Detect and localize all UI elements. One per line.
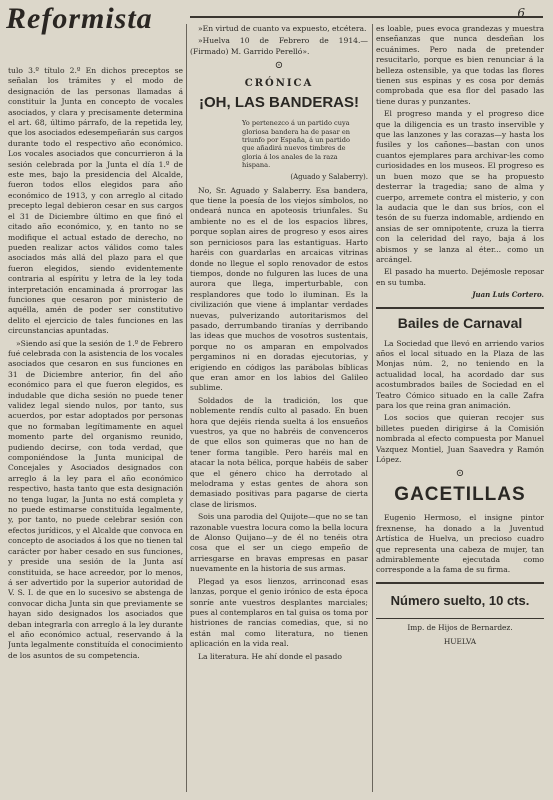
- masthead-title: Reformista: [6, 2, 153, 35]
- col3-paragraph: El progreso manda y el progreso dice que la diligencia es un trasto inservible y que las lanzones y las corazas—y hasta los fusiles y los cañones—bastan con unos cuantos ejemplares para archivar-les como curiosidades en los museos. El progreso es un buen mozo que se ha propuesto desterrar la tragedia; sano de alma y cuerpo, arremete contra el misterio, y con la audacia que le dan sus bríos, con el tesón de su fuerza indomable, ardiendo en ansias de ser omnipotente, cruza la tierra con la celeridad del rayo, baja á los abismos y se lanza al éter... como un arcángel.: [376, 109, 544, 264]
- imprint-city: HUELVA: [443, 637, 477, 647]
- price-notice: Número suelto, 10 cts.: [390, 592, 530, 608]
- column-rule-left: [186, 24, 187, 792]
- column-rule-right: [372, 24, 373, 792]
- col2-paragraph: No, Sr. Aguado y Salaberry. Esa bandera, que tiene la poesía de los viejos símbolos, no ondeará nunca en apoteosis triunfales. Su ambiente no es el de los espacios libres, porque soplan aires de progreso y esos aires son perniciosos para las estantiguas. Harto haréis con guardarlas en arcaicas vitrinas donde no llegue el soplo renovador de estos tiempos, donde no fulguren las luces de una aurora que llega, imperturbable, con resplandores que todo lo iluminan. Es la civilización que viene á implantar verdades nuevas, pulverizando autoritarismos del pasado, derrumbando tiranías y derribando las ideas que muchos de vosotros sustentais, porque no os amparan en empolvados pergaminos ni en doradas ejecutorias, y erigiendo en códigos las parábolas bíblicas que eran amor en los labios del Galileo sublime.: [190, 185, 368, 393]
- epigraph-source: (Aguado y Salaberry).: [290, 172, 368, 181]
- ornament-icon: ⊙: [455, 468, 465, 480]
- article-signature: Juan Luis Cortero.: [472, 290, 544, 300]
- col1-paragraph: tulo 3.º título 2.º En dichos preceptos se señalan los trámites y el modo de designación de las personas llamadas á constituir la Junta en concepto de vocales asociados, y clara y precisamente determina el art. 68, último párrafo, de la repetida ley, que los asociados edesempeñarán sus cargos durante todo el respectivo año económico. Los vocales asociados que concurrieron á la sesión celebrada por la Junta el día 1.º de este mes, bajo la presidencia del Alcalde, fueron todos ellos elegidos para año económico de 1913, y con arreglo al citado precepto legal debieron cesar en sus cargos el 31 de Diciembre último en que finó el citado año económico, y, en tanto no se modifique el actual estado de derecho, no pueden realizar actos válidos como tales asociados más allá del plazo para el que fueron elegidos, siendo evidentemente contraria al espíritu y letra de la ley toda interpretación encaminada á prorrogar las funciones que cesaron por ministerio de aquélla, amén de poder ser constitutivo delito el ejercicio de tales funciones en las circunstancias apuntadas.: [8, 66, 183, 336]
- col2-paragraph: La literatura. He ahí donde el pasado: [198, 651, 342, 661]
- section-title-cronica: CRÓNICA: [244, 78, 314, 90]
- col2-paragraph: Plegad ya esos lienzos, arrinconad esas lanzas, porque el genio irónico de esta época sonríe ante vuestros desplantes marciales; pues al contemplaros en tal guisa os toma por histriones de rancias comedias, que, si no están mal como literatura, no tienen aplicación en la vida real.: [190, 576, 368, 649]
- col3-paragraph: El pasado ha muerto. Dejémosle reposar en su tumba.: [376, 267, 544, 287]
- col3-paragraph: es loable, pues evoca grandezas y muestra enseñanzas que nunca desdeñan los ecuánimes. Pero nada de pretender resucitarlo, porque es bien renunciar á la belleza ostensible, ya que todas las flores tienen sus espinas y es cosa por demás comprobada que esa flor del pasado las tiene duras y punzantes.: [376, 24, 544, 106]
- epigraph: Yo pertenezco á un partido cuya gloriosa bandera ha de pasar en triunfo por España, á un partido que añadirá nuevos timbres de gloria á los anales de la raza hispana.: [242, 119, 350, 170]
- bailes-paragraph: Los socios que quieran recojer sus billetes pueden dirigirse á la Comisión nombrada al efecto compuesta por Manuel Vazquez Montiel, Juan Saavedra y Ramón López.: [376, 413, 544, 465]
- imprint-line: Imp. de Hijos de Bernardez.: [407, 622, 513, 632]
- bailes-paragraph: La Sociedad que llevó en arriendo varios años el local situado en la Plaza de las Monjas núm. 2, no teniendo en la actualidad local, ha acordado dar sus acostumbrados bailes de Sociedad en el Teatro Cómico situado en la calle Zafra para los que reina gran animación.: [376, 338, 544, 410]
- page-number: 6: [517, 6, 525, 20]
- column-2: [190, 24, 368, 794]
- headline-gacetillas: GACETILLAS: [394, 484, 526, 506]
- column-3: [376, 24, 544, 794]
- headline-banderas: ¡OH, LAS BANDERAS!: [199, 94, 359, 112]
- column-1: [8, 66, 183, 794]
- section-divider: [376, 307, 544, 309]
- col2-paragraph: Sois una parodia del Quijote—que no se tan razonable vuestra locura como la bella locura de Alonso Quijano—y de él no tenéis otra cosa que el ser un ciego empeño de arriesgarse en bravas empresas en pasar nuevamente en la historia de sus armas.: [190, 512, 368, 574]
- col2-intro-paragraph: »Huelva 10 de Febrero de 1914.—(Firmado) M. Garrido Perelló».: [190, 36, 368, 56]
- header-rule: [190, 16, 543, 18]
- headline-bailes: Bailes de Carnaval: [397, 314, 523, 331]
- col2-paragraph: Soldados de la tradición, los que noblemente rendís culto al pasado. En buen hora que dejéis rienda suelta á los ensueños vuestros, ya que no habréis de convenceros de que ellos son quimeras que no han de tener forma tangible. Pero haréis mal en atacar la nota bélica, porque habéis de saber que el género chico ha derrotado al melodrama y estas gentes de ahora son demasiado positivas para pagarse de cierta clase de lirismos.: [190, 395, 368, 509]
- section-divider: [376, 618, 544, 619]
- ornament-icon: ⊙: [274, 60, 284, 72]
- section-divider: [376, 582, 544, 584]
- gacetillas-paragraph: Eugenio Hermoso, el insigne pintor frexnense, ha donado a la Juventud Artística de Huelva, un precioso cuadro que representa una cabeza de mujer, tan admirablemente ejecutada como corresponde a la fama de su firma.: [376, 513, 544, 575]
- col2-intro-paragraph: »En virtud de cuanto va expuesto, etcétera.: [198, 24, 367, 33]
- col1-paragraph: »Siendo así que la sesión de 1.º de Febrero fué celebrada con la asistencia de los vocales asociados que cesaron en sus funciones en 31 de Diciembre anterior, fin del año económico para el que fueron elegidos, es indudable que dicha sesión no puede tener validez legal siendo nulos, por tanto, sus acuerdos, por estar adoptados por personas que no formaban legítimamente en aquel momento parte del organismo reunido, pudiendo decirse, con toda verdad, que componiéndose la Junta municipal de Concejales y Asociados designados con arreglo á la ley para el año económico respectivo, hasta tanto que esta designación no tenga lugar, la Junta no está completa y no puede estimarse constituída legalmente, y, por tanto, no puede celebrar sesión con efectos jurídicos, y el Alcalde que convoca en concepto de asociados á los que no tienen tal carácter por haber cesado en sus funciones, y preside una sesión de la Junta así constituida, se hace acreedor, por lo menos, á ser advertido por la superior autoridad de V. S. I. de que en lo sucesivo se abstenga de convocar dicha Junta sin que previamente se hayan sido designados los asociados que deban integrarla con arreglo á la ley durante el año económico actual, reservando á la Junta legalmente constituída el conocimiento de los asuntos de su competencia.: [8, 338, 183, 660]
